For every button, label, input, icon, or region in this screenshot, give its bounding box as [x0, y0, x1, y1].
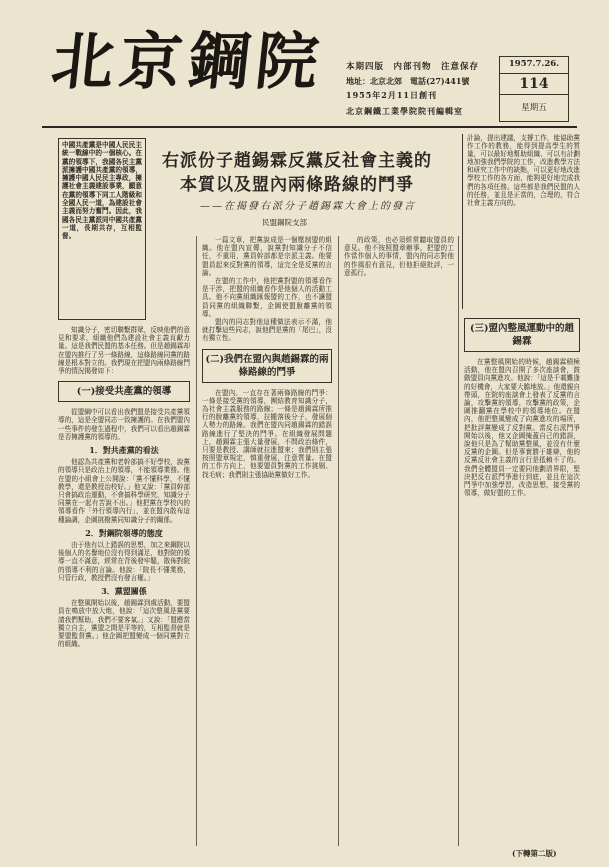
col2-intro: 一篇文章，把黨說成是一個壓制盟的組織。他在盟內宣傳，說黨對知識分子不信任，不重用，黨員幹部都是宗派主義。他要盟員起來反對黨的領導，這完全是反黨的言論。	[202, 236, 332, 277]
subsection-heading-3: 3．黨盟關係	[101, 586, 147, 597]
founded-date: 1955年2月11日創刊	[346, 90, 437, 100]
headline-line-2: 本質以及盟內兩條路線的鬥爭	[180, 175, 414, 195]
article-column-4	[464, 312, 580, 844]
col3-paragraph-1: 的政策，也必須經常聽取盟員的意見。他不按照盟章辦事，把盟的工作當作個人的事情，盟內的同志對他的作風很有意見，但他拒絕批評，一意孤行。	[344, 236, 454, 277]
col1-sub2-text: 由于他有以上錯誤的思想，加之來鋼院以後個人的名譽地位沒有得到滿足，他對院的領導一直不滿意，經常在背後發牢騷，散佈對院的領導不利的言論。他說：「院長不懂業務，只管行政，教授們沒有發言權。」	[58, 541, 190, 582]
issue-date: 1957.7.26.	[508, 59, 560, 69]
newspaper-title: 北京鋼院	[48, 25, 328, 98]
issue-number: 114	[500, 73, 568, 95]
col1-intro: 知識分子，密切聯繫群眾，反映他們的意見和要求，組織他們為建設社會主義貢獻力量。這是我們民盟的基本任務。但是趙錫霖却在盟內推行了另一條路線，這條路線同黨的路線是根本對立的。我們現在把盟內兩條路線鬥爭的情況揭發如下：	[58, 326, 190, 376]
continued-note: (下轉第二版)	[512, 849, 557, 858]
date-box	[499, 56, 569, 122]
section-heading-2: (二)我們在盟內與趙錫霖的兩條路線的鬥爭	[202, 349, 332, 383]
col1-sub1-text: 他認為共產黨和老幹部搞不好學校，說黨的領導只是政治上的領導，不能領導業務。他在盟的小組會上公開說：「黨不懂科學，不懂教學，還是教授治校好。」他又說：「黨員幹部只會搞政治運動，不會搞科學研究，知識分子同黨在一起有苦說不出。」他把黨在學校內的領導看作「外行領導內行」，並在盟內散布這種論調，企圖挑撥黨同知識分子的關係。	[58, 458, 190, 524]
masthead-rule	[42, 126, 577, 128]
masthead	[0, 0, 609, 118]
section-heading-3: (三)盟內整風運動中的趙錫霖	[464, 318, 580, 352]
issue-weekday: 星期五	[521, 103, 547, 113]
column-divider	[338, 236, 339, 846]
subsection-heading-2: 2．對鋼院領導的態度	[85, 527, 163, 538]
right-top-column: 計論，提出建議，支撐工作，能協助黨作工作的教務，能得到提高學生的質量，可以最好地幫助組織、可以有計劃地加強我們學院的工作，改進教學方法和研究工作中的缺點，可以更好地改進學校工作的各方面，能夠更好地完成我們的各項任務。這些都是我們民盟的人的任務，並且是正當的，合理的，符合社會主義方向的。	[462, 134, 580, 309]
col2-paragraph-2: 在盟的工作中，他把黨對盟的領導看作是干涉，把盟的組織看作是他個人的活動工具。他不向黨組織匯報盟的工作，也不讓盟員同黨的組織聯繫，企圖使盟脫離黨的領導。	[202, 277, 332, 318]
issue-notice: 本期四版 内部刊物 注意保存	[346, 62, 480, 72]
article-column-3	[344, 236, 454, 846]
byline: 民盟鋼院支部	[262, 218, 307, 227]
column-divider	[458, 236, 459, 846]
article-column-1	[58, 326, 190, 846]
address-line: 地址：北京北郊 電話(27)441號	[346, 76, 470, 86]
subsection-heading-1: 1．對共產黨的看法	[89, 445, 159, 456]
col3-section3-text: 在黨整風開始的時候，趙錫霖積極活動，他在盟內召開了多次座談會，鼓動盟員向黨進攻。他說：「這是千載難逢的好機會，大家要大膽地放。」他還親自帶頭，在院的座談會上發表了反黨的言論，攻擊黨的領導，攻擊黨的政策，企圖推翻黨在學校中的領導地位。在盟內，他把整風變成了向黨進攻的場所，把批評黨變成了反對黨。當反右派鬥爭開始以後，他又企圖掩蓋自己的錯誤，說他只是為了幫助黨整風，並沒有什麼反黨的企圖。但是事實勝于雄辯，他的反黨反社會主義的言行是抵賴不了的。我們全體盟員一定要同他劃清界限，堅決把反右派鬥爭進行到底，並且在這次鬥爭中加強學習，改造思想，接受黨的領導，做好盟的工作。	[464, 358, 580, 498]
column-divider	[196, 236, 197, 846]
article-column-2	[202, 236, 332, 846]
col1-section1-text: 從盟綱中可以看出我們盟是接受共產黨領導的，這是全盟同志一致擁護的。在我們盟內一些事件的發生過程中，我們可以看出趙錫霖是否擁護黨的領導的。	[58, 408, 190, 441]
col2-section2-text: 在盟內，一直存在著兩條路線的鬥爭：一條是接受黨的領導，團結教育知識分子，為社會主義服務的路線；一條是趙錫霖所推行的脫離黨的領導，拉攏落後分子，發展個人勢力的路線。我們在盟內同趙錫霖的錯誤路線進行了堅決的鬥爭。在組織發展問題上，趙錫霖主張大量發展，不問政治條件，只要是教授、講師就拉進盟來；我們則主張按照盟章規定，慎重發展，注意質量。在盟的工作方向上，他要盟員對黨的工作挑剔、找毛病；我們則主張協助黨做好工作。	[202, 388, 332, 479]
publisher-line: 北京鋼鐵工業學院院刊編輯室	[346, 106, 463, 116]
headline-subtitle: ——在揭發右派分子趙錫霖大會上的發言	[200, 201, 416, 212]
col1-sub3-text: 在整風開始以後，趙錫霖到處活動，要盟員在鳴放中放大炮，他說：「這次整風是黨要請我們幫助，我們不要客氣。」又說：「盟應當獨立自主，黨盟之間是平等的，互相監督就是要盟監督黨。」他企圖把盟變成一個同黨對立的組織。	[58, 599, 190, 649]
sidebar-box: 中國共產黨是中國人民民主統一戰線中的一個核心。在黨的領導下，我國各民主黨派擁護中國共產黨的領導，擁護中國人民民主專政，擁護社會主義建設事業，願意在黨的領導下同工人階級和全國人民一道，為建設社會主義而努力奮鬥。因此，我國各民主黨派同中國共產黨一道，長期共存，互相監督。	[58, 138, 146, 320]
section-heading-1: (一)接受共產黨的領導	[58, 381, 190, 402]
headline-line-1: 右派份子趙錫霖反黨反社會主義的	[162, 151, 432, 171]
col2-paragraph-3: 盟內的同志對他這種做法表示不滿，他就打擊這些同志，說他們是黨的「尾巴」，沒有獨立性。	[202, 318, 332, 343]
